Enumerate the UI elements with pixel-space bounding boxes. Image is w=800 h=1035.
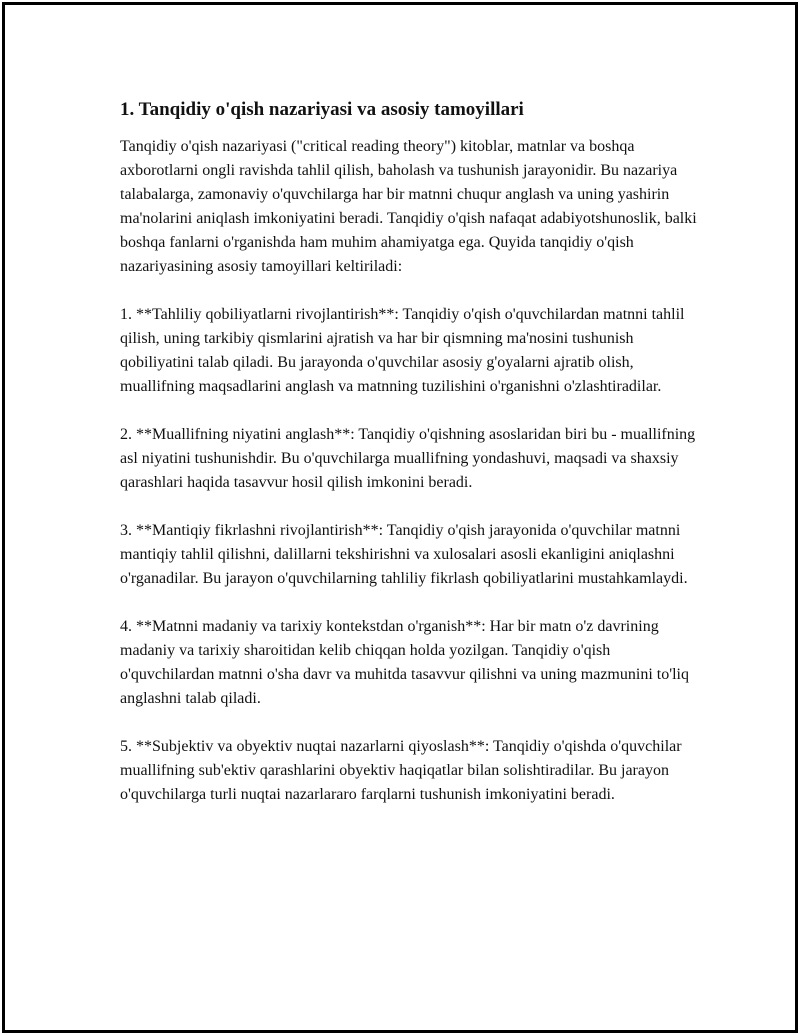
principle-paragraph-2: 2. **Muallifning niyatini anglash**: Tanqidiy o'qishning asoslaridan biri bu - muallifning asl niyatini tushunishdir. Bu o'quvchilarga muallifning yondashuvi, maqsadi va shaxsiy qarashlari haqida tasavvur hosil qilish imkonini beradi.: [120, 426, 696, 491]
page-frame: [2, 2, 798, 1033]
document-title: 1. Tanqidiy o'qish nazariyasi va asosiy tamoyillari: [120, 99, 524, 120]
principle-paragraph-3: 3. **Mantiqiy fikrlashni rivojlantirish**: Tanqidiy o'qish jarayonida o'quvchilar matnni mantiqiy tahlil qilishni, dalillarni tekshirishni va xulosalari asosli ekanligini aniqlashni o'rganadilar. Bu jarayon o'quvchilarning tahliliy fikrlash qobiliyatlarini mustahkamlaydi.: [120, 522, 688, 587]
principle-paragraph-1: 1. **Tahliliy qobiliyatlarni rivojlantirish**: Tanqidiy o'qish o'quvchilardan matnni tahlil qilish, uning tarkibiy qismlarini ajratish va har bir qismning ma'nosini tushunish qobiliyatini talab qiladi. Bu jarayonda o'quvchilar asosiy g'oyalarni ajratib olish, muallifning maqsadlarini anglash va matnning tuzilishini o'rganishni o'zlashtiradilar.: [120, 306, 685, 395]
principle-paragraph-5: 5. **Subjektiv va obyektiv nuqtai nazarlarni qiyoslash**: Tanqidiy o'qishda o'quvchilar muallifning sub'ektiv qarashlarini obyektiv haqiqatlar bilan solishtiradilar. Bu jarayon o'quvchilarga turli nuqtai nazarlararo farqlarni tushunish imkoniyatini beradi.: [120, 738, 682, 803]
document-body: [120, 98, 700, 807]
principle-paragraph-4: 4. **Matnni madaniy va tarixiy kontekstdan o'rganish**: Har bir matn o'z davrining madaniy va tarixiy sharoitidan kelib chiqqan holda yozilgan. Tanqidiy o'qish o'quvchilardan matnni o'sha davr va muhitda tasavvur qilishni va uning mazmunini to'liq anglashni talab qiladi.: [120, 618, 689, 707]
intro-paragraph: Tanqidiy o'qish nazariyasi ("critical reading theory") kitoblar, matnlar va boshqa axborotlarni ongli ravishda tahlil qilish, baholash va tushunish jarayonidir. Bu nazariya talabalarga, zamonaviy o'quvchilarga har bir matnni chuqur anglash va uning yashirin ma'nolarini aniqlash imkoniyatini beradi. Tanqidiy o'qish nafaqat adabiyotshunoslik, balki boshqa fanlarni o'rganishda ham muhim ahamiyatga ega. Quyida tanqidiy o'qish nazariyasining asosiy tamoyillari keltiriladi:: [120, 138, 697, 275]
